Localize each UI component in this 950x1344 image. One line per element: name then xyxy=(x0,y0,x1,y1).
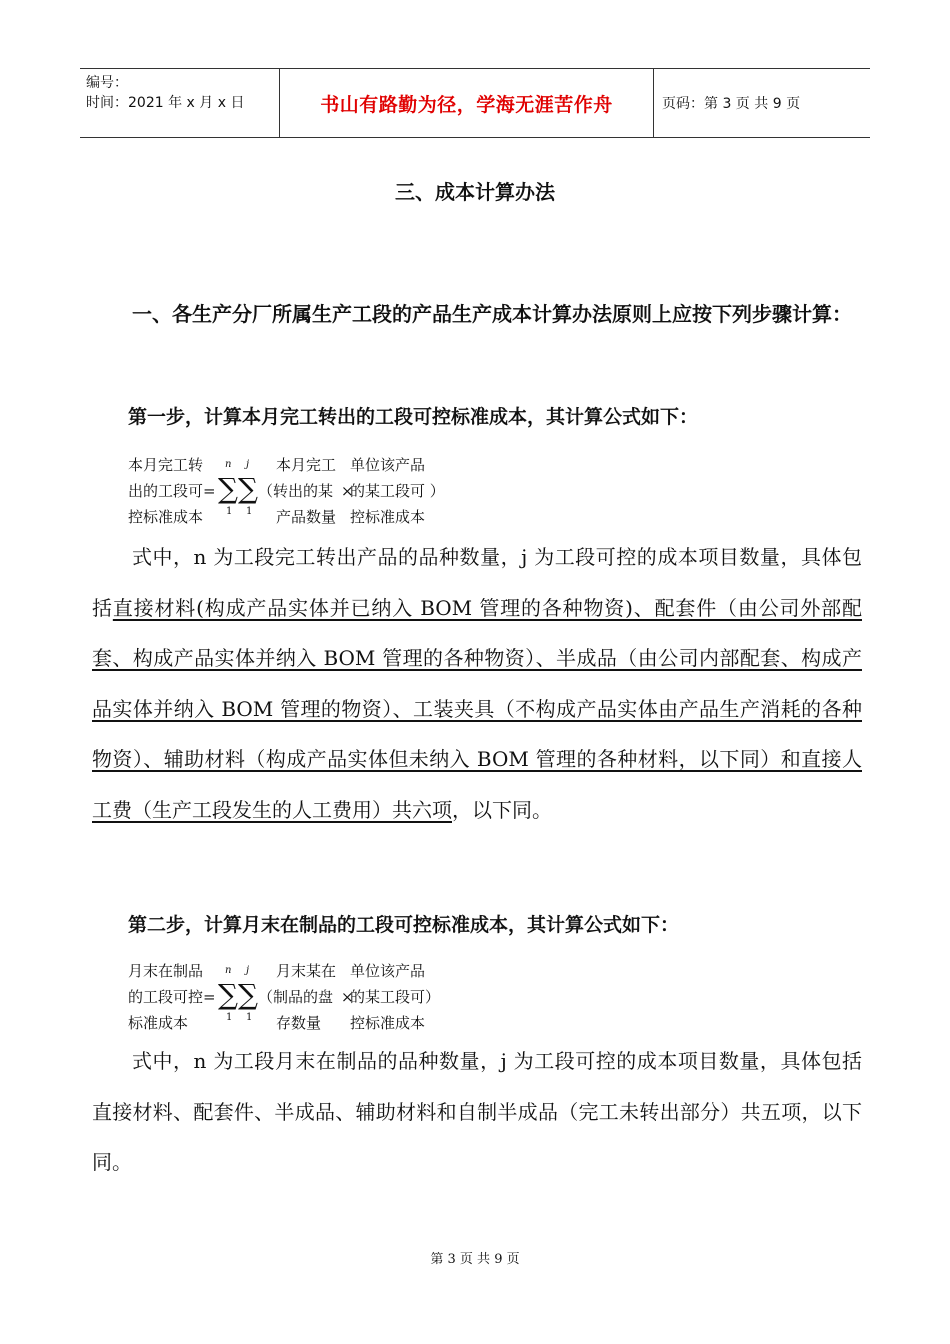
sum-lower-1: 1 xyxy=(226,1012,233,1023)
section-one-paragraph: 一、各生产分厂所属生产工段的产品生产成本计算办法原则上应按下列步骤计算： xyxy=(132,302,852,326)
sum-upper-j: j xyxy=(246,965,250,976)
step-one-explanation xyxy=(92,532,862,835)
motto-text: 书山有路勤为径，学海无涯苦作舟 xyxy=(320,93,613,116)
formula-one-lhs xyxy=(128,452,216,530)
times-symbol: × xyxy=(341,988,354,1006)
formula-term-line: 单位该产品 xyxy=(350,962,426,980)
formula-one-term-a xyxy=(258,452,336,530)
formula-term-line: 存数量 xyxy=(276,1014,322,1032)
formula-lhs-line: 出的工段可= xyxy=(128,482,216,500)
formula-lhs-line: 标准成本 xyxy=(128,1014,189,1032)
formula-term-line: 月末某在 xyxy=(276,962,337,980)
explanation-prefix: 式中，n 为工段完工转出产品的品种数量，j 为工段可控的成本项目数量，具体包括 xyxy=(92,545,862,620)
sigma-symbol: ∑ xyxy=(218,978,238,1011)
page-info: 页码：第 3 页 共 9 页 xyxy=(662,96,801,112)
page-footer: 第 3 页 共 9 页 xyxy=(430,1252,520,1267)
formula-two-term-a xyxy=(258,958,336,1036)
formula-term-line: 的某工段可） xyxy=(350,988,441,1006)
formula-term-line: 单位该产品 xyxy=(350,456,426,474)
header-motto-cell xyxy=(280,69,654,137)
number-label: 编号： xyxy=(86,75,128,91)
formula-lhs-line: 月末在制品 xyxy=(128,962,204,980)
time-label: 时间：2021 年 x 月 x 日 xyxy=(86,95,245,111)
formula-one-term-b xyxy=(350,452,445,530)
formula-lhs-line: 本月完工转 xyxy=(128,456,204,474)
formula-term-line: （制品的盘 xyxy=(258,988,334,1006)
step-two-explanation: 式中，n 为工段月末在制品的品种数量，j 为工段可控的成本项目数量，具体包括直接材料、配套件、半成品、辅助材料和自制半成品（完工未转出部分）共五项，以下同。 xyxy=(92,1049,862,1174)
sum-upper-n: n xyxy=(225,459,232,470)
formula-term-line: （转出的某 xyxy=(258,482,334,500)
formula-lhs-line: 的工段可控= xyxy=(128,988,216,1006)
sigma-symbol: ∑ xyxy=(238,978,258,1011)
sum-lower-1: 1 xyxy=(246,506,253,517)
formula-term-line: 的某工段可 ） xyxy=(350,482,445,500)
formula-term-line: 产品数量 xyxy=(276,508,337,526)
sigma-symbol: ∑ xyxy=(218,472,238,505)
formula-term-line: 控标准成本 xyxy=(350,508,426,526)
explanation-underlined: 直接材料(构成产品实体并已纳入 BOM 管理的各种物资)、配套件（由公司外部配套、构成产品实体并纳入 BOM 管理的各种物资）、半成品（由公司内部配套、构成产品实体并纳入 BOM 管理的物资）、工装夹具（不构成产品实体由产品生产消耗的各种物资）、辅助材料（构成产品实体但未纳入 BOM 管理的各种材料，以下同）和直接人工费（生产工段发生的人工费用）共六项 xyxy=(92,595,862,822)
formula-two-term-b xyxy=(350,958,440,1036)
formula-term-line: 本月完工 xyxy=(276,456,337,474)
header-page-cell xyxy=(654,69,870,137)
formula-two-lhs xyxy=(128,958,216,1036)
document-header xyxy=(80,68,870,138)
sum-lower-1: 1 xyxy=(246,1012,253,1023)
times-symbol: × xyxy=(341,482,354,500)
step-two-heading: 第二步，计算月末在制品的工段可控标准成本，其计算公式如下： xyxy=(128,914,680,936)
section-title: 三、成本计算办法 xyxy=(395,180,555,204)
step-one-heading: 第一步，计算本月完工转出的工段可控标准成本，其计算公式如下： xyxy=(128,406,699,428)
header-meta-cell xyxy=(80,69,280,137)
formula-lhs-line: 控标准成本 xyxy=(128,508,204,526)
sum-upper-n: n xyxy=(225,965,232,976)
formula-term-line: 控标准成本 xyxy=(350,1014,426,1032)
sigma-symbol: ∑ xyxy=(238,472,258,505)
sum-upper-j: j xyxy=(246,459,250,470)
sum-lower-1: 1 xyxy=(226,506,233,517)
explanation-suffix: ，以下同。 xyxy=(452,797,552,822)
